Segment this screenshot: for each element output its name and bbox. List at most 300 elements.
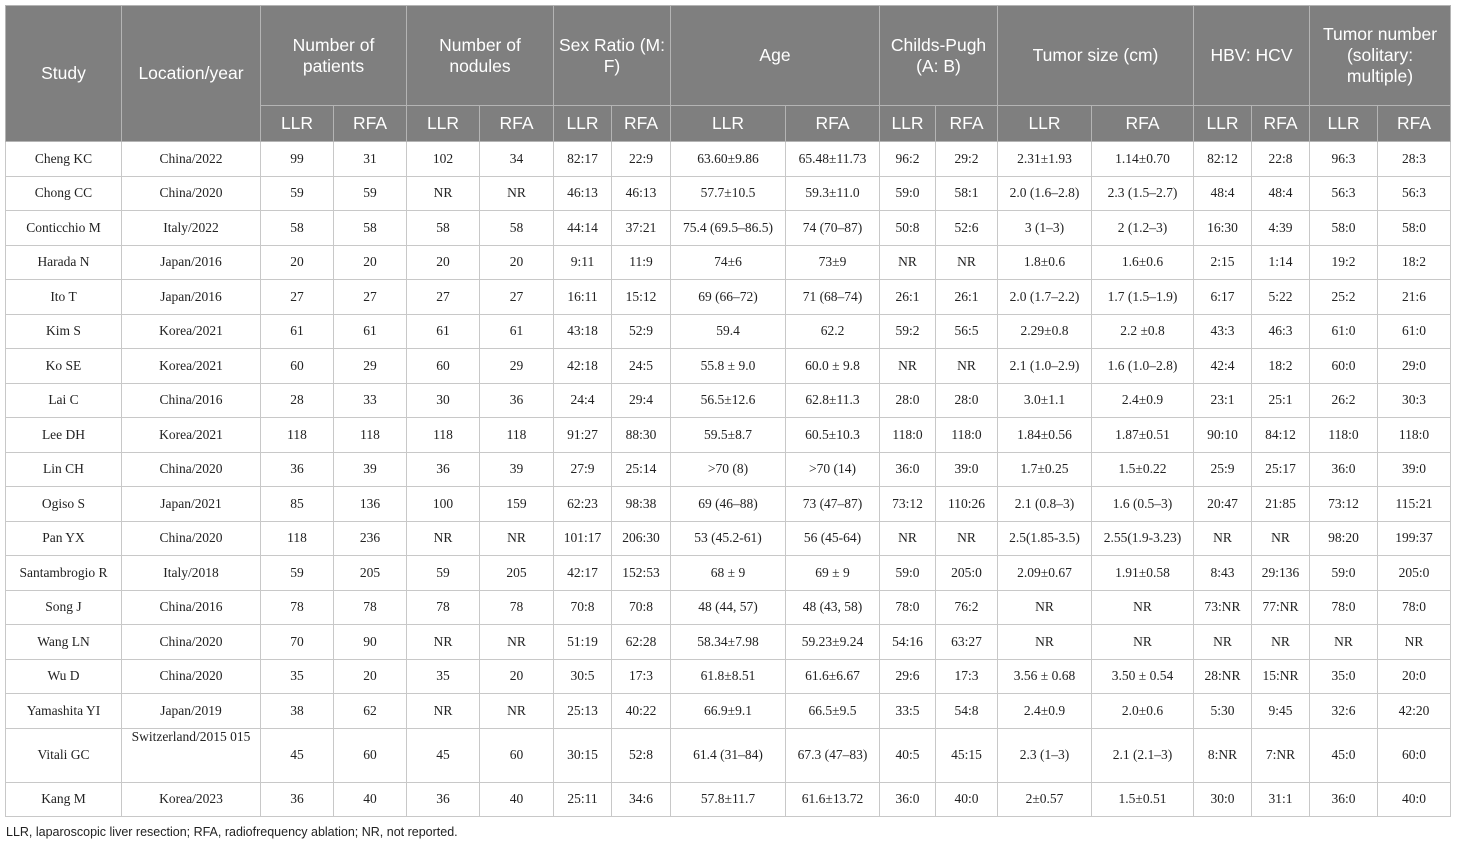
table-cell: >70 (14) (786, 452, 880, 487)
table-cell: 102 (407, 142, 480, 177)
table-cell: 8:43 (1194, 556, 1252, 591)
table-cell: 66.9±9.1 (671, 694, 786, 729)
table-cell: 2.0 (1.6–2.8) (998, 176, 1092, 211)
table-cell: 51:19 (554, 625, 612, 660)
table-cell: 58:1 (936, 176, 998, 211)
table-cell: 115:21 (1378, 487, 1451, 522)
table-cell: 73:NR (1194, 590, 1252, 625)
subheader-llr: LLR (407, 106, 480, 142)
table-cell: 40:22 (612, 694, 671, 729)
table-cell: 27 (480, 280, 554, 315)
table-cell: NR (1092, 590, 1194, 625)
table-cell: 96:2 (880, 142, 936, 177)
table-cell: 3.0±1.1 (998, 383, 1092, 418)
table-cell: 54:8 (936, 694, 998, 729)
table-cell: Cheng KC (6, 142, 122, 177)
table-cell: 3.50 ± 0.54 (1092, 659, 1194, 694)
table-cell: 34:6 (612, 782, 671, 817)
table-cell: 90 (334, 625, 407, 660)
table-cell: 56:5 (936, 314, 998, 349)
table-cell: Harada N (6, 245, 122, 280)
table-cell: 35 (407, 659, 480, 694)
table-cell: 25:17 (1252, 452, 1310, 487)
table-cell: 40:5 (880, 728, 936, 782)
subheader-llr: LLR (1194, 106, 1252, 142)
table-row (6, 418, 1451, 453)
table-cell: 19:2 (1310, 245, 1378, 280)
table-cell: 60 (261, 349, 334, 384)
table-row (6, 280, 1451, 315)
table-cell: 11:9 (612, 245, 671, 280)
table-cell: 63:27 (936, 625, 998, 660)
table-cell: 50:8 (880, 211, 936, 246)
table-cell: NR (407, 176, 480, 211)
table-cell: 36 (261, 452, 334, 487)
table-cell: 159 (480, 487, 554, 522)
table-cell: NR (1194, 625, 1252, 660)
table-cell: NR (1092, 625, 1194, 660)
table-cell: 2.4±0.9 (1092, 383, 1194, 418)
table-cell: 28 (261, 383, 334, 418)
table-cell: 73:12 (1310, 487, 1378, 522)
table-cell: 57.8±11.7 (671, 782, 786, 817)
table-cell: NR (480, 176, 554, 211)
table-cell: NR (1378, 625, 1451, 660)
table-cell: Korea/2021 (122, 418, 261, 453)
table-cell: 78 (261, 590, 334, 625)
table-cell: NR (1252, 521, 1310, 556)
table-cell: 78 (334, 590, 407, 625)
table-cell: 39 (334, 452, 407, 487)
table-cell: 20 (334, 659, 407, 694)
subheader-llr: LLR (880, 106, 936, 142)
table-cell: 27 (407, 280, 480, 315)
table-cell: 56:3 (1378, 176, 1451, 211)
table-row (6, 659, 1451, 694)
table-cell: 61 (407, 314, 480, 349)
table-cell: 30 (407, 383, 480, 418)
table-cell: 42:20 (1378, 694, 1451, 729)
table-cell: 36 (407, 452, 480, 487)
table-cell: NR (880, 245, 936, 280)
table-cell: 42:4 (1194, 349, 1252, 384)
table-cell: 29:2 (936, 142, 998, 177)
table-cell: 38 (261, 694, 334, 729)
table-cell: Japan/2016 (122, 245, 261, 280)
table-cell: Vitali GC (6, 728, 122, 782)
table-cell: 62.8±11.3 (786, 383, 880, 418)
table-cell: 73±9 (786, 245, 880, 280)
header-tumor-size: Tumor size (cm) (998, 6, 1194, 106)
table-cell: 59.23±9.24 (786, 625, 880, 660)
table-cell: 57.7±10.5 (671, 176, 786, 211)
subheader-llr: LLR (554, 106, 612, 142)
table-cell: 30:0 (1194, 782, 1252, 817)
table-cell: 28:NR (1194, 659, 1252, 694)
table-cell: 66.5±9.5 (786, 694, 880, 729)
table-cell: 206:30 (612, 521, 671, 556)
table-cell: 118:0 (1378, 418, 1451, 453)
table-cell: 2.3 (1–3) (998, 728, 1092, 782)
table-cell: 32:6 (1310, 694, 1378, 729)
table-cell: 60:0 (1378, 728, 1451, 782)
table-cell: NR (998, 625, 1092, 660)
table-cell: 1.7 (1.5–1.9) (1092, 280, 1194, 315)
table-cell: 26:2 (1310, 383, 1378, 418)
table-cell: 22:8 (1252, 142, 1310, 177)
subheader-rfa: RFA (1252, 106, 1310, 142)
table-cell: 18:2 (1252, 349, 1310, 384)
table-cell: 2.1 (0.8–3) (998, 487, 1092, 522)
table-cell: Chong CC (6, 176, 122, 211)
header-age: Age (671, 6, 880, 106)
table-cell: 2 (1.2–3) (1092, 211, 1194, 246)
table-cell: 28:0 (936, 383, 998, 418)
table-cell: 34 (480, 142, 554, 177)
table-cell: 58 (407, 211, 480, 246)
table-cell: 1.84±0.56 (998, 418, 1092, 453)
table-cell: 25:1 (1252, 383, 1310, 418)
table-cell: 118 (261, 418, 334, 453)
table-cell: 2.1 (1.0–2.9) (998, 349, 1092, 384)
table-cell: 43:3 (1194, 314, 1252, 349)
table-cell: 69 (46–88) (671, 487, 786, 522)
table-cell: 54:16 (880, 625, 936, 660)
table-cell: 118 (480, 418, 554, 453)
table-cell: 25:9 (1194, 452, 1252, 487)
table-cell: NR (407, 694, 480, 729)
table-cell: 2.55(1.9-3.23) (1092, 521, 1194, 556)
table-cell: 27 (261, 280, 334, 315)
table-cell: >70 (8) (671, 452, 786, 487)
table-cell: 33 (334, 383, 407, 418)
table-cell: Italy/2022 (122, 211, 261, 246)
table-cell: NR (1310, 625, 1378, 660)
table-cell: 45 (407, 728, 480, 782)
table-cell: 37:21 (612, 211, 671, 246)
table-cell: 60.5±10.3 (786, 418, 880, 453)
table-cell: 23:1 (1194, 383, 1252, 418)
table-row (6, 556, 1451, 591)
table-cell: 45 (261, 728, 334, 782)
table-cell: 28:0 (880, 383, 936, 418)
table-row (6, 176, 1451, 211)
table-cell: 1.8±0.6 (998, 245, 1092, 280)
table-cell: 15:12 (612, 280, 671, 315)
table-cell: 3.56 ± 0.68 (998, 659, 1092, 694)
header-location: Location/year (122, 6, 261, 142)
table-cell: 27:9 (554, 452, 612, 487)
table-cell: 71 (68–74) (786, 280, 880, 315)
table-cell: 29 (334, 349, 407, 384)
table-cell: 98:20 (1310, 521, 1378, 556)
header-childs-pugh: Childs-Pugh (A: B) (880, 6, 998, 106)
table-cell: China/2022 (122, 142, 261, 177)
table-cell: NR (998, 590, 1092, 625)
table-cell: 59:0 (880, 556, 936, 591)
table-cell: 100 (407, 487, 480, 522)
table-row (6, 625, 1451, 660)
table-cell: 91:27 (554, 418, 612, 453)
table-cell: 101:17 (554, 521, 612, 556)
table-row (6, 383, 1451, 418)
table-cell: 2.31±1.93 (998, 142, 1092, 177)
table-cell: 1.5±0.22 (1092, 452, 1194, 487)
table-cell: 62 (334, 694, 407, 729)
table-cell: NR (880, 349, 936, 384)
table-cell: 5:30 (1194, 694, 1252, 729)
table-cell: 78 (407, 590, 480, 625)
subheader-rfa: RFA (1092, 106, 1194, 142)
table-cell: Santambrogio R (6, 556, 122, 591)
subheader-rfa: RFA (612, 106, 671, 142)
table-cell: 1.6 (1.0–2.8) (1092, 349, 1194, 384)
table-cell: 46:13 (554, 176, 612, 211)
table-cell: 61 (480, 314, 554, 349)
table-cell: 46:13 (612, 176, 671, 211)
table-cell: Yamashita YI (6, 694, 122, 729)
table-cell: 18:2 (1378, 245, 1451, 280)
table-cell: 118 (407, 418, 480, 453)
table-cell: 2.3 (1.5–2.7) (1092, 176, 1194, 211)
table-row (6, 521, 1451, 556)
table-cell: 39:0 (936, 452, 998, 487)
subheader-rfa: RFA (936, 106, 998, 142)
table-cell: 63.60±9.86 (671, 142, 786, 177)
table-cell: 36 (261, 782, 334, 817)
table-cell: 15:NR (1252, 659, 1310, 694)
table-cell: 42:18 (554, 349, 612, 384)
table-row (6, 694, 1451, 729)
table-cell: 70 (261, 625, 334, 660)
table-cell: 25:14 (612, 452, 671, 487)
table-cell: 43:18 (554, 314, 612, 349)
table-cell: 76:2 (936, 590, 998, 625)
table-cell: 60.0 ± 9.8 (786, 349, 880, 384)
table-row (6, 728, 1451, 782)
table-row (6, 245, 1451, 280)
header-patients: Number of patients (261, 6, 407, 106)
table-cell: 36:0 (880, 782, 936, 817)
subheader-rfa: RFA (1378, 106, 1451, 142)
table-cell: 40:0 (936, 782, 998, 817)
table-cell: 61 (334, 314, 407, 349)
table-cell: 21:6 (1378, 280, 1451, 315)
table-cell: 30:15 (554, 728, 612, 782)
subheader-llr: LLR (261, 106, 334, 142)
table-body (6, 142, 1451, 817)
table-cell: 25:11 (554, 782, 612, 817)
table-cell: 45:0 (1310, 728, 1378, 782)
table-cell: 60 (407, 349, 480, 384)
table-cell: 1.87±0.51 (1092, 418, 1194, 453)
table-cell: 53 (45.2-61) (671, 521, 786, 556)
table-cell: Ko SE (6, 349, 122, 384)
table-cell: 118:0 (1310, 418, 1378, 453)
table-cell: 1.14±0.70 (1092, 142, 1194, 177)
table-row (6, 452, 1451, 487)
table-cell: 21:85 (1252, 487, 1310, 522)
table-cell: 44:14 (554, 211, 612, 246)
table-cell: 42:17 (554, 556, 612, 591)
table-cell: 82:12 (1194, 142, 1252, 177)
subheader-llr: LLR (671, 106, 786, 142)
table-cell: 118 (261, 521, 334, 556)
table-cell: China/2020 (122, 659, 261, 694)
table-cell: 9:45 (1252, 694, 1310, 729)
table-cell: 58:0 (1378, 211, 1451, 246)
table-cell: 70:8 (612, 590, 671, 625)
table-cell: 1.5±0.51 (1092, 782, 1194, 817)
table-cell: 1.6 (0.5–3) (1092, 487, 1194, 522)
table-cell: 152:53 (612, 556, 671, 591)
header-sex-ratio: Sex Ratio (M: F) (554, 6, 671, 106)
table-cell: 36 (480, 383, 554, 418)
table-cell: 2.1 (2.1–3) (1092, 728, 1194, 782)
table-cell: 74±6 (671, 245, 786, 280)
table-cell: 205:0 (1378, 556, 1451, 591)
table-cell: 36:0 (1310, 782, 1378, 817)
table-cell: 33:5 (880, 694, 936, 729)
table-cell: 73:12 (880, 487, 936, 522)
table-cell: 20 (407, 245, 480, 280)
table-cell: 78:0 (880, 590, 936, 625)
table-cell: Conticchio M (6, 211, 122, 246)
table-cell: 2:15 (1194, 245, 1252, 280)
table-cell: 59 (407, 556, 480, 591)
table-cell: 29:0 (1378, 349, 1451, 384)
table-cell: 39 (480, 452, 554, 487)
table-cell: 59:0 (880, 176, 936, 211)
table-cell: 27 (334, 280, 407, 315)
table-cell: 98:38 (612, 487, 671, 522)
table-cell: 16:11 (554, 280, 612, 315)
table-cell: NR (936, 349, 998, 384)
table-row (6, 590, 1451, 625)
table-cell: 2.09±0.67 (998, 556, 1092, 591)
table-cell: 20 (261, 245, 334, 280)
table-cell: 118:0 (936, 418, 998, 453)
table-cell: NR (1252, 625, 1310, 660)
table-cell: Japan/2021 (122, 487, 261, 522)
table-cell: NR (936, 245, 998, 280)
table-cell: China/2016 (122, 383, 261, 418)
table-cell: 205 (334, 556, 407, 591)
table-cell: 2.4±0.9 (998, 694, 1092, 729)
table-cell: 199:37 (1378, 521, 1451, 556)
table-cell: China/2020 (122, 521, 261, 556)
table-cell: 40 (480, 782, 554, 817)
table-cell: 17:3 (936, 659, 998, 694)
table-cell: 61 (261, 314, 334, 349)
table-cell: 20 (480, 659, 554, 694)
table-row (6, 142, 1451, 177)
table-cell: 56:3 (1310, 176, 1378, 211)
table-cell: 1.7±0.25 (998, 452, 1092, 487)
table-cell: NR (480, 521, 554, 556)
table-cell: 9:11 (554, 245, 612, 280)
table-cell: 6:17 (1194, 280, 1252, 315)
table-cell: 59 (261, 176, 334, 211)
table-cell: 2.0 (1.7–2.2) (998, 280, 1092, 315)
table-cell: 29 (480, 349, 554, 384)
table-cell: China/2016 (122, 590, 261, 625)
table-cell: 36:0 (1310, 452, 1378, 487)
table-cell: 2.0±0.6 (1092, 694, 1194, 729)
table-cell: 59.4 (671, 314, 786, 349)
table-cell: 60:0 (1310, 349, 1378, 384)
table-cell: 65.48±11.73 (786, 142, 880, 177)
table-cell: 20:0 (1378, 659, 1451, 694)
table-cell: 60 (334, 728, 407, 782)
table-cell: 31 (334, 142, 407, 177)
table-cell: 58 (334, 211, 407, 246)
table-cell: 26:1 (880, 280, 936, 315)
table-cell: 78:0 (1378, 590, 1451, 625)
table-cell: 60 (480, 728, 554, 782)
table-cell: 78:0 (1310, 590, 1378, 625)
table-cell: NR (1194, 521, 1252, 556)
table-cell: 62.2 (786, 314, 880, 349)
table-row (6, 349, 1451, 384)
table-cell: 2.29±0.8 (998, 314, 1092, 349)
table-cell: Kang M (6, 782, 122, 817)
table-cell: Italy/2018 (122, 556, 261, 591)
table-cell: 26:1 (936, 280, 998, 315)
table-cell: NR (407, 625, 480, 660)
table-cell: 61:0 (1378, 314, 1451, 349)
table-cell: 61.6±13.72 (786, 782, 880, 817)
table-cell: 40:0 (1378, 782, 1451, 817)
table-cell: 75.4 (69.5–86.5) (671, 211, 786, 246)
table-cell: NR (480, 694, 554, 729)
table-cell: 90:10 (1194, 418, 1252, 453)
table-cell: 136 (334, 487, 407, 522)
table-cell: 236 (334, 521, 407, 556)
table-cell: 1.91±0.58 (1092, 556, 1194, 591)
table-cell: 1:14 (1252, 245, 1310, 280)
table-cell: 30:3 (1378, 383, 1451, 418)
header-nodules: Number of nodules (407, 6, 554, 106)
table-cell: 77:NR (1252, 590, 1310, 625)
table-cell: NR (480, 625, 554, 660)
table-cell: 16:30 (1194, 211, 1252, 246)
comparison-table (5, 5, 1451, 817)
table-cell: 118:0 (880, 418, 936, 453)
table-cell: 205 (480, 556, 554, 591)
table-cell: Japan/2019 (122, 694, 261, 729)
table-cell: 55.8 ± 9.0 (671, 349, 786, 384)
table-cell: NR (880, 521, 936, 556)
table-cell: Wu D (6, 659, 122, 694)
table-cell: 29:136 (1252, 556, 1310, 591)
table-cell: 36:0 (880, 452, 936, 487)
table-cell: 2.5(1.85-3.5) (998, 521, 1092, 556)
table-cell: 40 (334, 782, 407, 817)
table-cell: 59 (334, 176, 407, 211)
table-cell: NR (936, 521, 998, 556)
table-cell: China/2020 (122, 176, 261, 211)
table-cell: 56.5±12.6 (671, 383, 786, 418)
table-cell: 99 (261, 142, 334, 177)
table-cell: 39:0 (1378, 452, 1451, 487)
table-cell: 118 (334, 418, 407, 453)
table-cell: Ogiso S (6, 487, 122, 522)
table-cell: 74 (70–87) (786, 211, 880, 246)
table-cell: 61.4 (31–84) (671, 728, 786, 782)
table-cell: Ito T (6, 280, 122, 315)
table-cell: 69 ± 9 (786, 556, 880, 591)
